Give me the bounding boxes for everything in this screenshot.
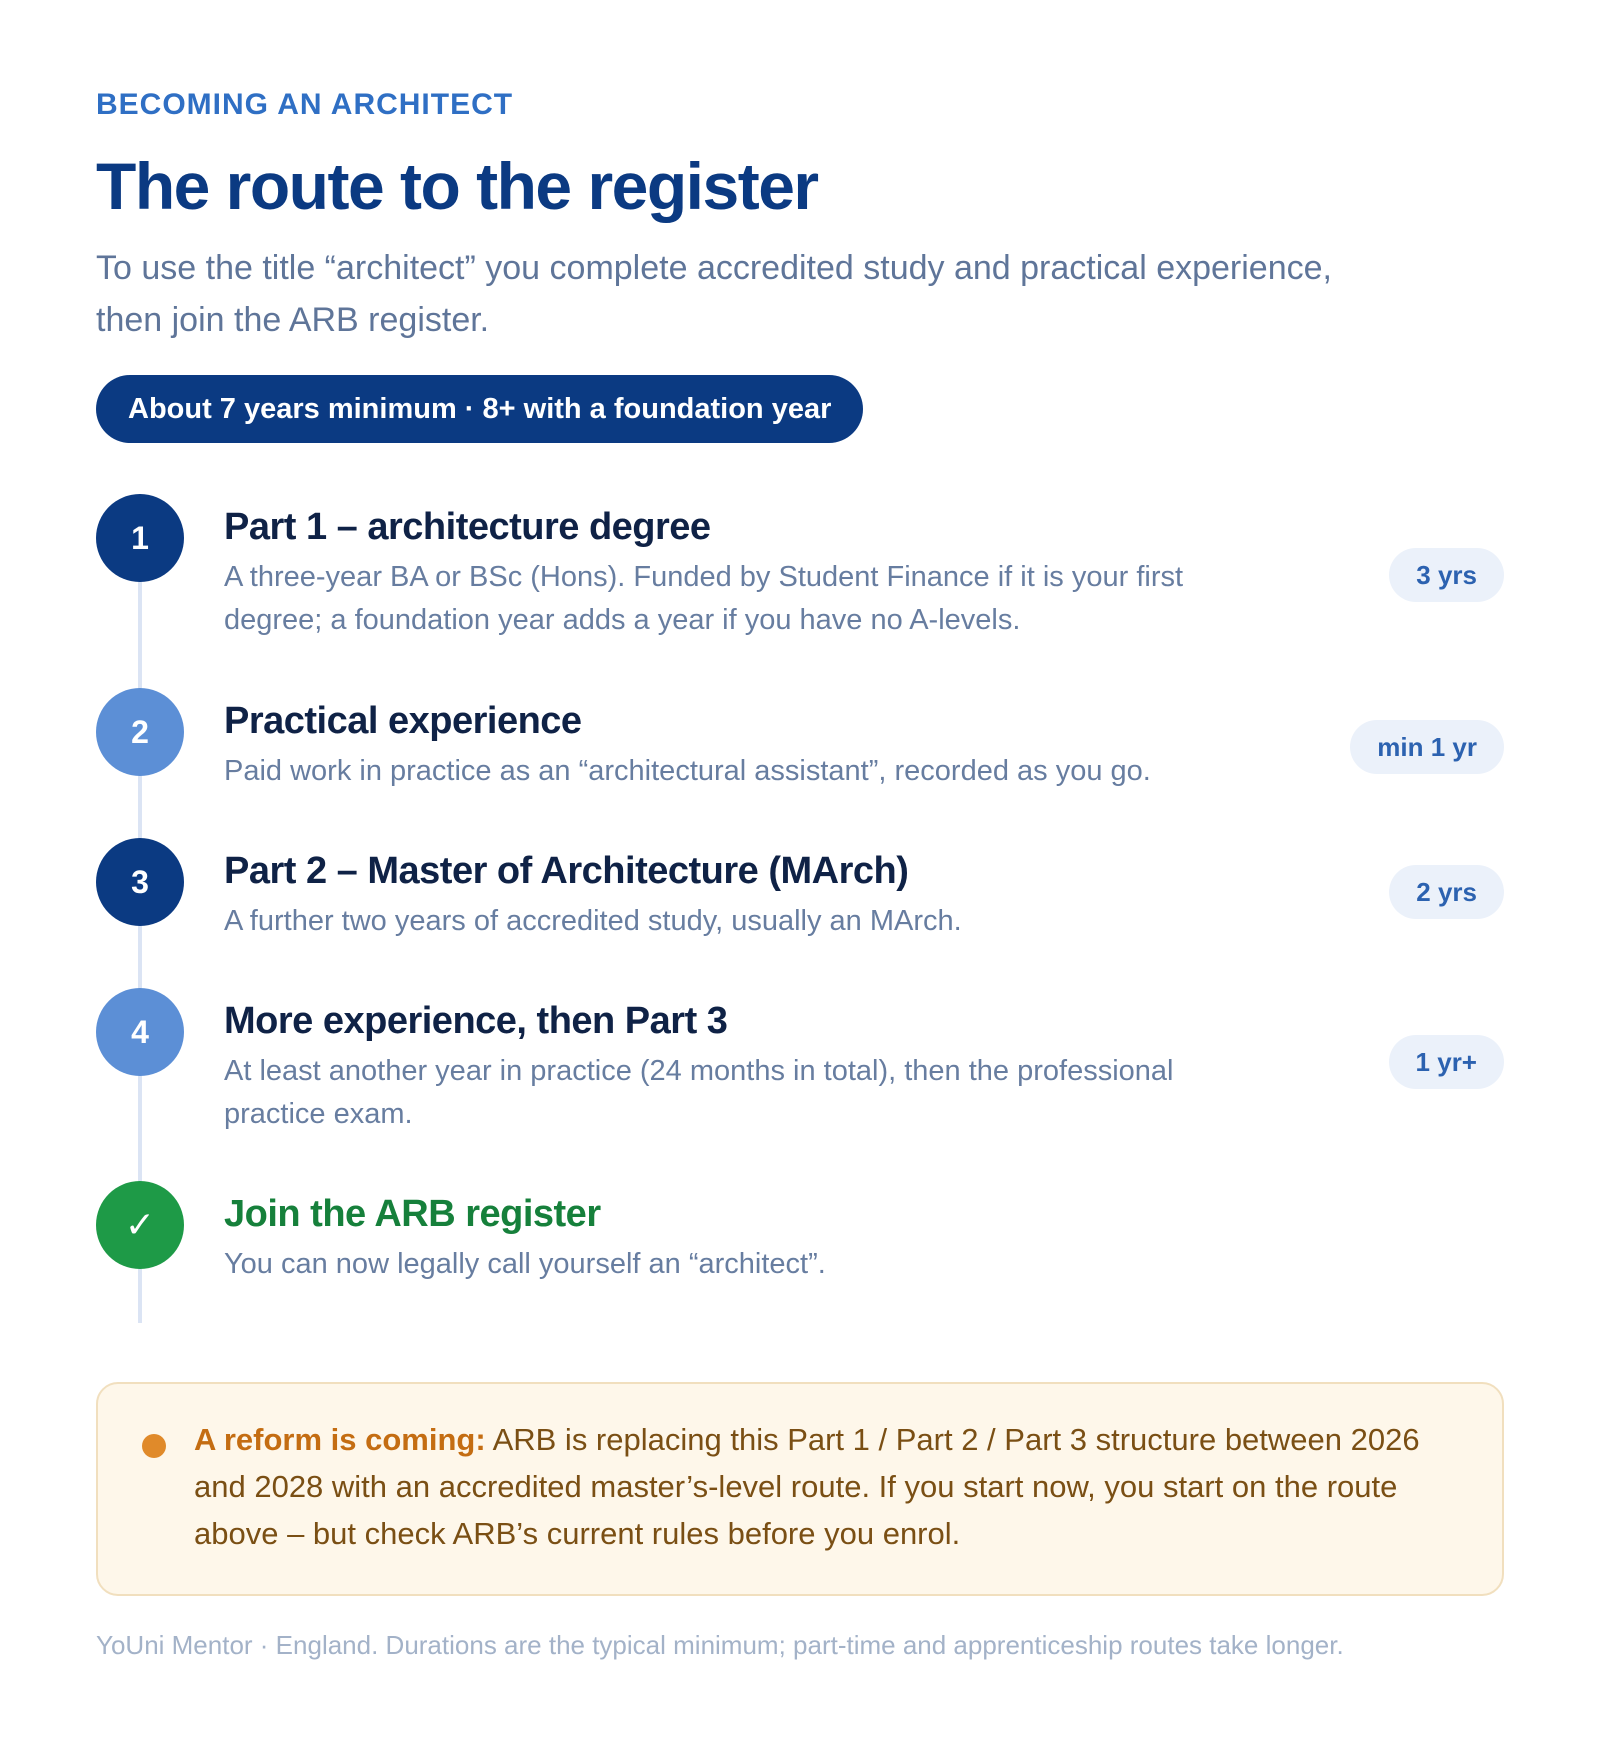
step-number-badge: 1 <box>96 494 184 582</box>
reform-notice <box>96 1382 1504 1596</box>
step-duration-badge: 1 yr+ <box>1389 1035 1504 1089</box>
step-number-badge: 4 <box>96 988 184 1076</box>
step-number-badge: 3 <box>96 838 184 926</box>
step-title: Part 2 – Master of Architecture (MArch) <box>224 850 909 892</box>
notice-dot-icon <box>142 1434 166 1458</box>
step-title: Join the ARB register <box>224 1193 601 1235</box>
page-title: The route to the register <box>96 149 818 223</box>
step-number-badge: 2 <box>96 688 184 776</box>
step-title: Part 1 – architecture degree <box>224 506 711 548</box>
duration-summary-pill: About 7 years minimum · 8+ with a foundation year <box>96 375 863 443</box>
step-description: A three-year BA or BSc (Hons). Funded by Student Finance if it is your first degree; a foundation year adds a year if you have no A-levels. <box>224 561 1184 636</box>
step-description: You can now legally call yourself an “architect”. <box>224 1248 826 1280</box>
route-timeline <box>96 494 1504 1334</box>
footer-note: YoUni Mentor · England. Durations are the typical minimum; part-time and apprenticeship routes take longer. <box>96 1630 1344 1660</box>
eyebrow-label: BECOMING AN ARCHITECT <box>96 88 514 121</box>
notice-body: ARB is replacing this Part 1 / Part 2 / Part 3 structure between 2026 and 2028 with an accredited master’s-level route. If you start now, you start on the route above – but check ARB’s current rules before you enrol. <box>194 1422 1420 1551</box>
checkmark-icon: ✓ <box>96 1181 184 1269</box>
step-description: At least another year in practice (24 months in total), then the professional practice exam. <box>224 1055 1174 1130</box>
step-duration-badge: min 1 yr <box>1350 720 1504 774</box>
step-title: Practical experience <box>224 700 582 742</box>
notice-lead: A reform is coming: <box>194 1422 486 1457</box>
step-title: More experience, then Part 3 <box>224 1000 728 1042</box>
step-duration-badge: 2 yrs <box>1389 865 1504 919</box>
step-duration-badge: 3 yrs <box>1389 548 1504 602</box>
step-description: A further two years of accredited study, usually an MArch. <box>224 905 962 937</box>
step-description: Paid work in practice as an “architectural assistant”, recorded as you go. <box>224 755 1151 787</box>
notice-text <box>194 1416 1464 1557</box>
page-subtitle: To use the title “architect” you complete accredited study and practical experience, then join the ARB register. <box>96 249 1332 339</box>
